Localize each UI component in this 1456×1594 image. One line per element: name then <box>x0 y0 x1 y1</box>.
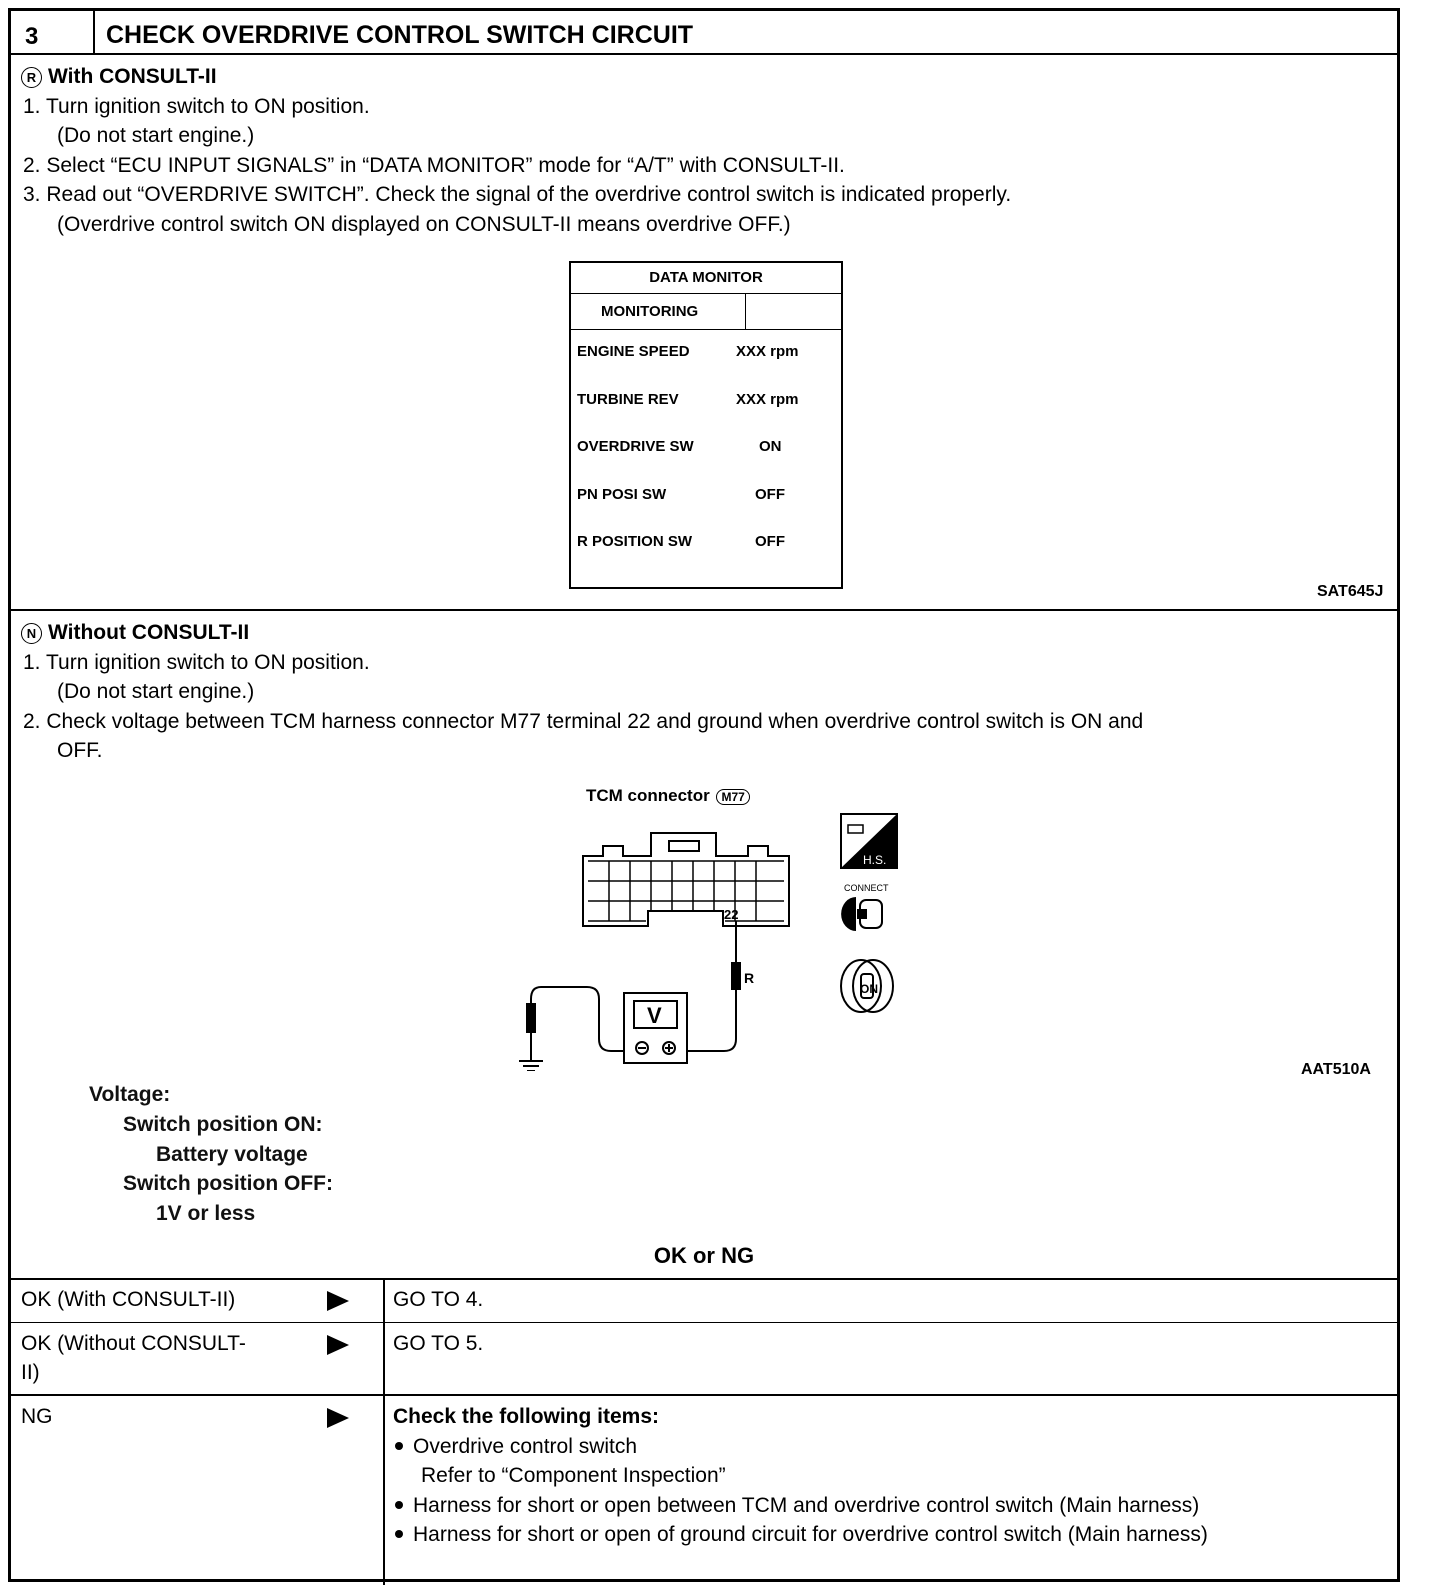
consult-step-3: 3. Read out “OVERDRIVE SWITCH”. Check the signal of the overdrive control switch is indicated properly. <box>23 183 1012 206</box>
voltage-on-label: Switch position ON: <box>123 1113 323 1136</box>
header-divider <box>93 11 95 53</box>
with-consult-heading: R With CONSULT-II <box>21 62 217 92</box>
connector-id-badge: M77 <box>716 789 749 805</box>
key-on-label: ON <box>860 982 878 996</box>
monitor-row-label: ENGINE SPEED <box>577 343 690 360</box>
voltage-on-value: Battery voltage <box>156 1143 308 1166</box>
voltage-heading: Voltage: <box>89 1083 171 1106</box>
arrow-right-icon <box>327 1291 349 1311</box>
step-number: 3 <box>25 23 39 50</box>
result-condition-cont: II) <box>21 1361 40 1384</box>
result-condition: NG <box>21 1405 53 1428</box>
no-consult-icon: N <box>21 623 42 644</box>
check-item-note: Refer to “Component Inspection” <box>421 1464 726 1487</box>
monitor-row-label: PN POSI SW <box>577 486 667 503</box>
data-monitor-screen <box>569 261 843 589</box>
consult-icon: R <box>21 67 42 88</box>
check-item: Harness for short or open of ground circuit for overdrive control switch (Main harness) <box>393 1520 1208 1550</box>
check-item: Harness for short or open between TCM and overdrive control switch (Main harness) <box>393 1491 1199 1521</box>
ok-or-ng-heading: OK or NG <box>653 1243 755 1268</box>
voltage-off-label: Switch position OFF: <box>123 1172 333 1195</box>
bullet-icon <box>395 1442 403 1450</box>
header-rule <box>11 53 1397 55</box>
monitor-title: DATA MONITOR <box>649 269 763 286</box>
figure-code: AAT510A <box>1301 1061 1371 1078</box>
result-action-heading: Check the following items: <box>393 1405 660 1428</box>
arrow-right-icon <box>327 1408 349 1428</box>
result-action: GO TO 4. <box>393 1288 484 1311</box>
wire-color-label: R <box>744 970 755 986</box>
without-consult-heading: N Without CONSULT-II <box>21 618 249 648</box>
bullet-icon <box>395 1501 403 1509</box>
manual-step-2-cont: OFF. <box>57 739 103 762</box>
result-divider <box>383 1278 385 1585</box>
monitor-row-value: OFF <box>755 486 785 503</box>
connect-label: CONNECT <box>844 883 889 893</box>
monitor-row-value: ON <box>759 438 782 455</box>
connect-icon <box>841 897 882 931</box>
section-rule <box>11 609 1397 611</box>
consult-step-2: 2. Select “ECU INPUT SIGNALS” in “DATA MONITOR” mode for “A/T” with CONSULT-II. <box>23 154 845 177</box>
arrow-right-icon <box>327 1335 349 1355</box>
consult-step-1-note: (Do not start engine.) <box>57 124 255 147</box>
monitor-row-label: R POSITION SW <box>577 533 693 550</box>
result-condition: OK (With CONSULT-II) <box>21 1288 236 1311</box>
monitor-row-value: XXX rpm <box>736 343 799 360</box>
manual-step-1: 1. Turn ignition switch to ON position. <box>23 651 370 674</box>
meter-label: V <box>647 1003 662 1028</box>
consult-step-1: 1. Turn ignition switch to ON position. <box>23 95 370 118</box>
monitor-subtitle: MONITORING <box>601 303 699 320</box>
result-rule <box>11 1278 1397 1280</box>
result-condition: OK (Without CONSULT- <box>21 1332 246 1355</box>
terminal-label: 22 <box>724 907 739 922</box>
step-title: CHECK OVERDRIVE CONTROL SWITCH CIRCUIT <box>106 21 694 49</box>
voltage-off-value: 1V or less <box>156 1202 256 1225</box>
tcm-connector-icon <box>583 833 789 926</box>
bullet-icon <box>395 1530 403 1538</box>
monitor-row-label: TURBINE REV <box>577 391 679 408</box>
voltage-check-diagram <box>511 811 921 1071</box>
procedure-frame <box>8 8 1400 1582</box>
manual-step-2: 2. Check voltage between TCM harness connector M77 terminal 22 and ground when overdrive control switch is ON and <box>23 710 1144 733</box>
monitor-row-value: XXX rpm <box>736 391 799 408</box>
monitor-row-value: OFF <box>755 533 785 550</box>
connector-label: TCM connector M77 <box>586 786 750 806</box>
figure-code: SAT645J <box>1317 583 1384 600</box>
check-item: Overdrive control switch <box>393 1432 637 1462</box>
hs-label: H.S. <box>863 853 887 867</box>
consult-step-3-note: (Overdrive control switch ON displayed on CONSULT-II means overdrive OFF.) <box>57 213 791 236</box>
manual-step-1-note: (Do not start engine.) <box>57 680 255 703</box>
monitor-row-label: OVERDRIVE SW <box>577 438 694 455</box>
result-action: GO TO 5. <box>393 1332 484 1355</box>
